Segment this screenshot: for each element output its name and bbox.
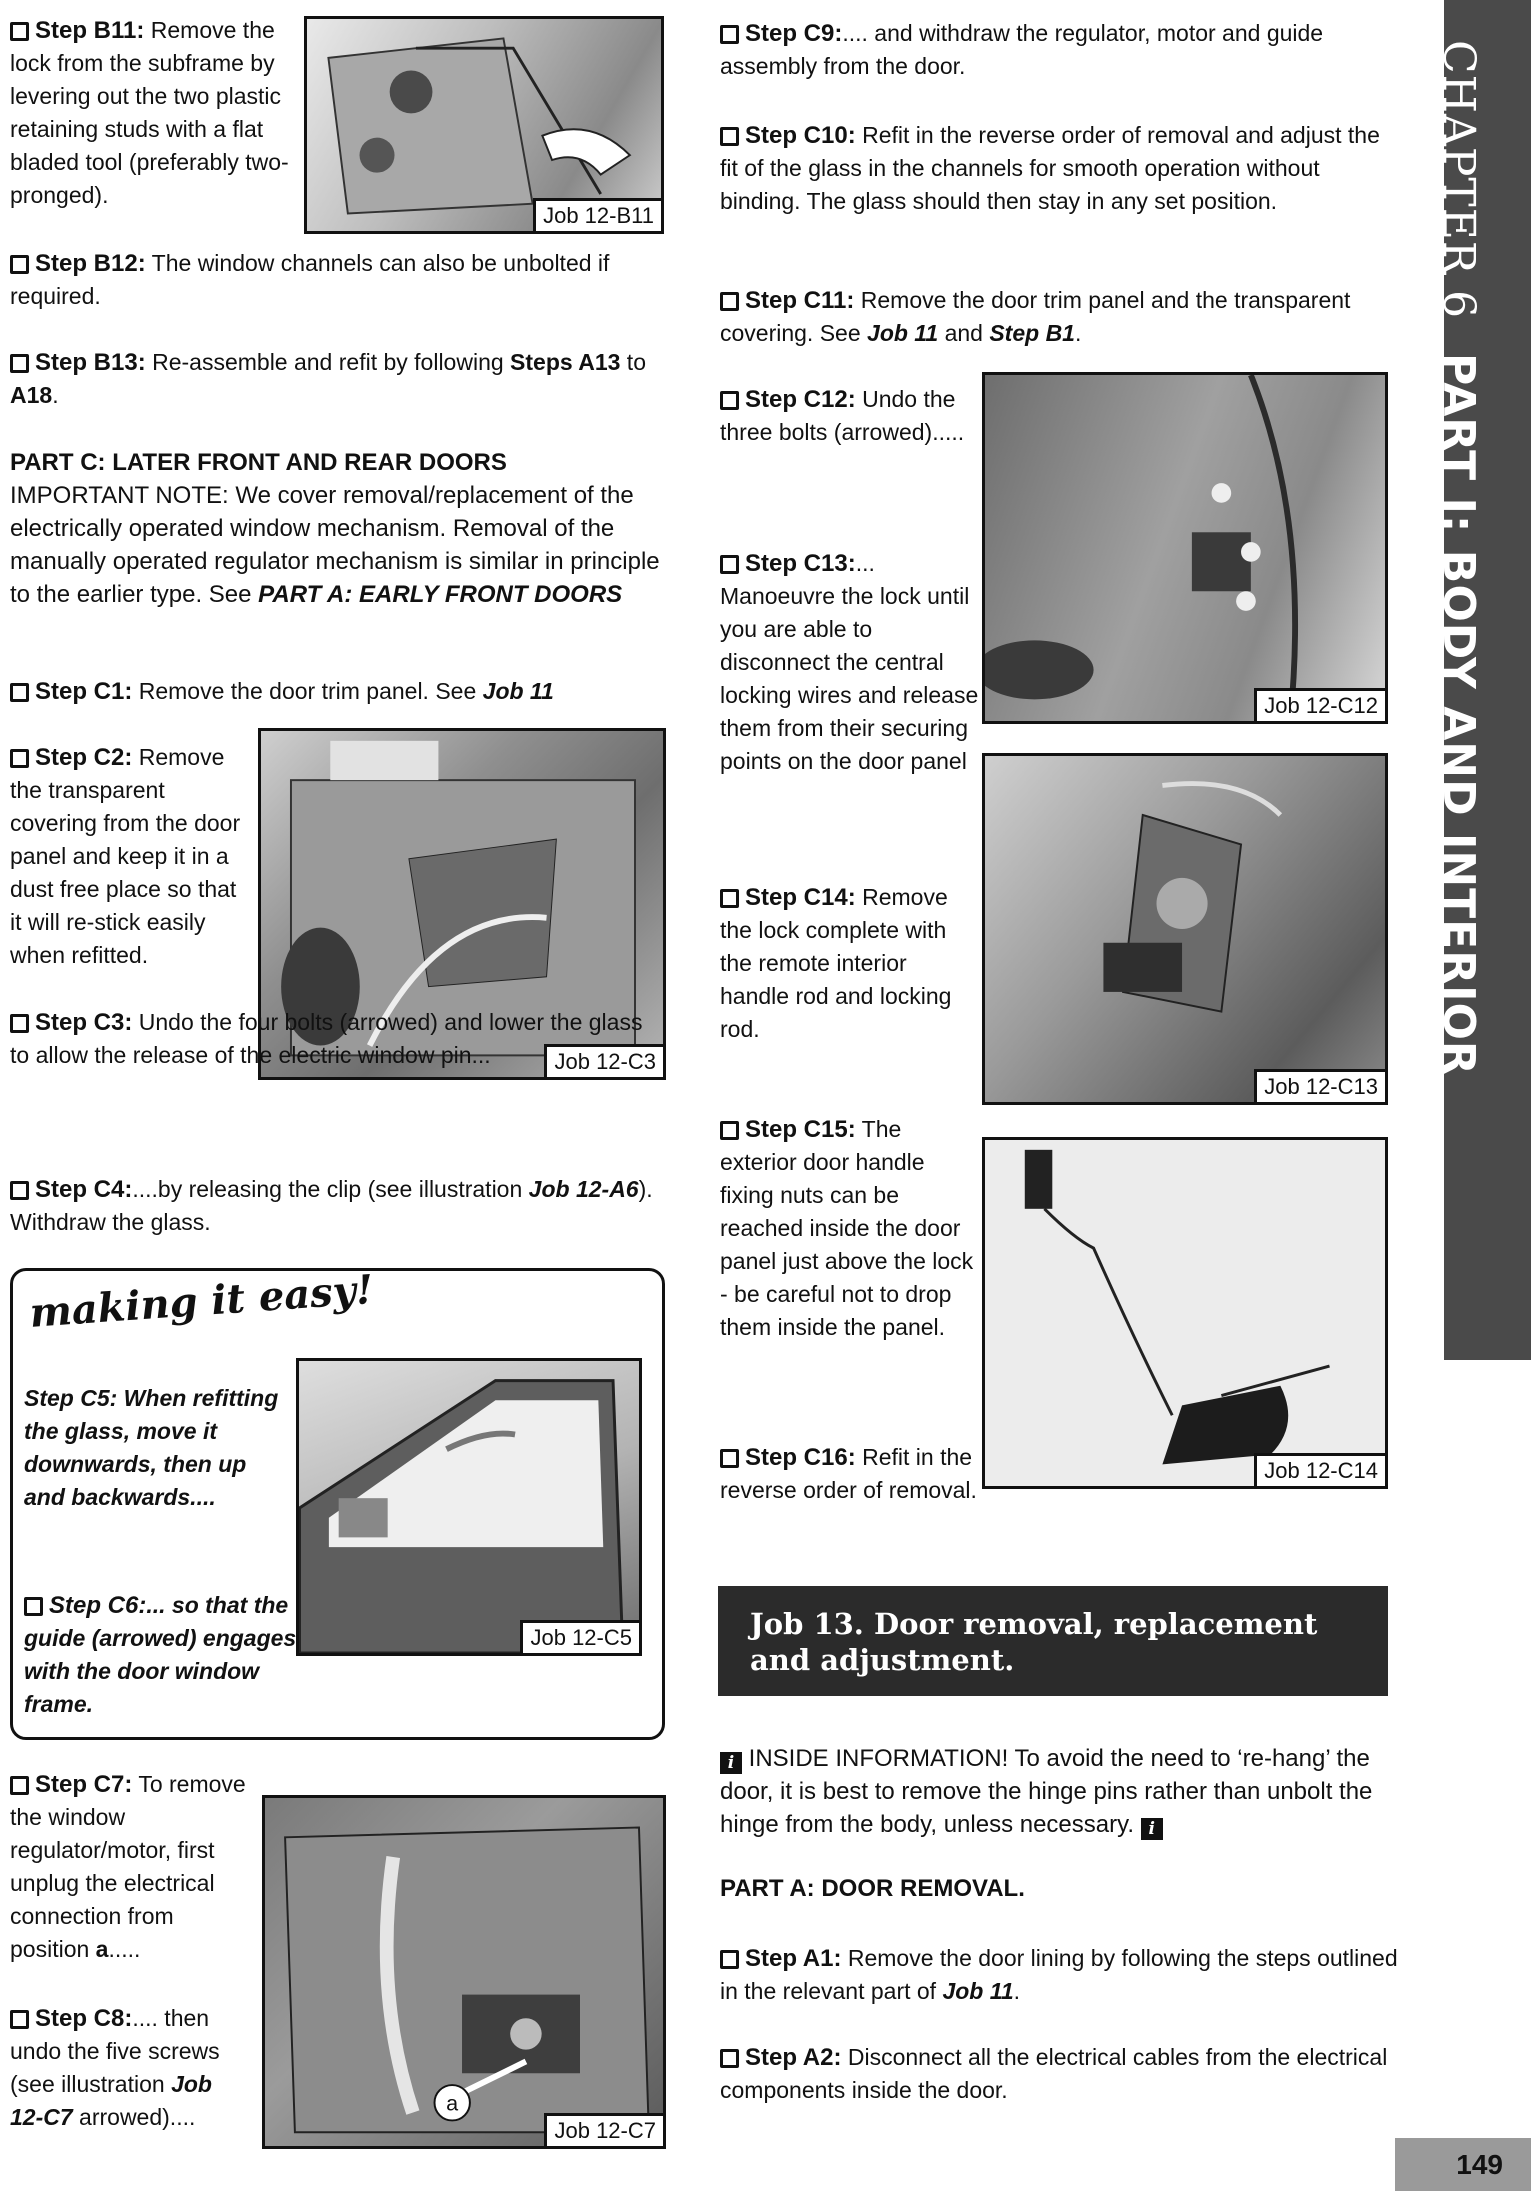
checkbox-icon	[720, 1950, 739, 1969]
figure-job-12-c13	[982, 753, 1388, 1105]
step-c9: Step C9:.... and withdraw the regulator, motor and guide assembly from the door.	[720, 20, 1324, 79]
figure-job-12-c12	[982, 372, 1388, 724]
chapter-label: CHAPTER 6	[1433, 40, 1484, 319]
step-c1: Step C1: Remove the door trim panel. See Job 11	[10, 675, 670, 708]
page-number: 149	[1395, 2138, 1531, 2191]
step-c11: Step C11: Remove the door trim panel and the transparent covering. See Job 11 and Step B1.	[720, 287, 1351, 346]
step-c13: Step C13:... Manoeuvre the lock until you are able to disconnect the central locking wires and release them from their securing points on the door panel	[720, 550, 979, 774]
step-b11: Step B11: Remove the lock from the subframe by levering out the two plastic retaining studs with a flat bladed tool (preferably two-pronged).	[10, 17, 289, 208]
step-c7: Step C7: To remove the window regulator/motor, first unplug the electrical connection from position a.....	[10, 1771, 246, 1962]
checkbox-icon	[720, 1449, 739, 1468]
checkbox-icon	[10, 1776, 29, 1795]
tip-step-c5: Step C5: When refitting the glass, move it downwards, then up and backwards....	[24, 1385, 279, 1510]
figure-caption: Job 12-C7	[544, 2113, 663, 2146]
window-frame-photo	[299, 1361, 639, 1653]
step-c4: Step C4:....by releasing the clip (see illustration Job 12-A6). Withdraw the glass.	[10, 1176, 653, 1235]
checkbox-icon	[10, 354, 29, 373]
step-a2: Step A2: Disconnect all the electrical cables from the electrical components inside the door.	[720, 2044, 1388, 2103]
figure-caption: Job 12-C3	[544, 1044, 663, 1077]
part-c-section: PART C: LATER FRONT AND REAR DOORS IMPORTANT NOTE: We cover removal/replacement of the electrically operated window mechanism. Removal of the manually operated regulator mechanism is similar in principle to the earlier type. See PART A: EARLY FRONT DOORS	[10, 446, 670, 611]
checkbox-icon	[720, 127, 739, 146]
step-a1: Step A1: Remove the door lining by following the steps outlined in the relevant part of Job 11.	[720, 1945, 1398, 2004]
making-it-easy-script: making it easy!	[28, 1265, 375, 1337]
step-c14: Step C14: Remove the lock complete with the remote interior handle rod and locking rod.	[720, 884, 952, 1042]
part-a-heading: PART A: DOOR REMOVAL.	[720, 1875, 1025, 1902]
figure-caption: Job 12-C14	[1254, 1453, 1385, 1486]
job-13-banner	[718, 1586, 1388, 1696]
step-b13: Step B13: Re-assemble and refit by following Steps A13 to A18.	[10, 349, 646, 408]
checkbox-icon	[720, 292, 739, 311]
step-b12: Step B12: The window channels can also be unbolted if required.	[10, 250, 610, 309]
figure-job-12-c7	[262, 1795, 666, 2149]
lock-mechanism-photo	[985, 756, 1385, 1102]
figure-job-12-c14	[982, 1137, 1388, 1489]
checkbox-icon	[24, 1597, 43, 1616]
figure-caption: Job 12-C13	[1254, 1069, 1385, 1102]
step-c15: Step C15: The exterior door handle fixing nuts can be reached inside the door panel just above the lock - be careful not to drop them inside the panel.	[720, 1116, 974, 1340]
sidebar-title	[1428, 40, 1488, 1076]
checkbox-icon	[10, 255, 29, 274]
figure-caption: Job 12-C5	[520, 1620, 639, 1653]
part-label: PART I: BODY AND INTERIOR	[1433, 353, 1484, 1076]
info-icon: i	[720, 1752, 742, 1774]
checkbox-icon	[720, 391, 739, 410]
part-c-heading: PART C: LATER FRONT AND REAR DOORS	[10, 449, 507, 476]
checkbox-icon	[10, 1181, 29, 1200]
tip-step-c6: Step C6:... so that the guide (arrowed) engages with the door window frame.	[24, 1592, 297, 1717]
figure-job-12-b11	[304, 16, 664, 234]
figure-caption: Job 12-C12	[1254, 688, 1385, 721]
checkbox-icon	[10, 683, 29, 702]
figure-caption: Job 12-B11	[533, 198, 661, 231]
step-c16: Step C16: Refit in the reverse order of removal.	[720, 1444, 977, 1503]
checkbox-icon	[720, 25, 739, 44]
job-13-title: Job 13. Door removal, replacement and adjustment.	[750, 1607, 1318, 1677]
checkbox-icon	[720, 1121, 739, 1140]
step-c8: Step C8:.... then undo the five screws (see illustration Job 12-C7 arrowed)....	[10, 2005, 220, 2130]
checkbox-icon	[10, 22, 29, 41]
step-c12: Step C12: Undo the three bolts (arrowed).....	[720, 386, 965, 445]
checkbox-icon	[720, 555, 739, 574]
door-handle-lock-photo	[985, 1140, 1385, 1486]
checkbox-icon	[10, 749, 29, 768]
step-c3: Step C3: Undo the four bolts (arrowed) and lower the glass to allow the release of the electric window pin...	[10, 1009, 643, 1068]
lock-bolts-photo	[985, 375, 1385, 721]
checkbox-icon	[10, 1014, 29, 1033]
regulator-motor-photo	[265, 1798, 663, 2146]
info-icon: i	[1141, 1818, 1163, 1840]
step-c10: Step C10: Refit in the reverse order of removal and adjust the fit of the glass in the channels for smooth operation without binding. The glass should then stay in any set position.	[720, 122, 1380, 214]
step-c2: Step C2: Remove the transparent covering from the door panel and keep it in a dust free place so that it will re-stick easily when refitted.	[10, 744, 241, 968]
checkbox-icon	[10, 2010, 29, 2029]
inside-information: i INSIDE INFORMATION! To avoid the need to ‘re-hang’ the door, it is best to remove the hinge pins rather than unbolt the hinge from the body, unless necessary. i	[720, 1745, 1373, 1839]
figure-job-12-c5	[296, 1358, 642, 1656]
checkbox-icon	[720, 889, 739, 908]
marker-a: a	[446, 2090, 459, 2116]
checkbox-icon	[720, 2049, 739, 2068]
